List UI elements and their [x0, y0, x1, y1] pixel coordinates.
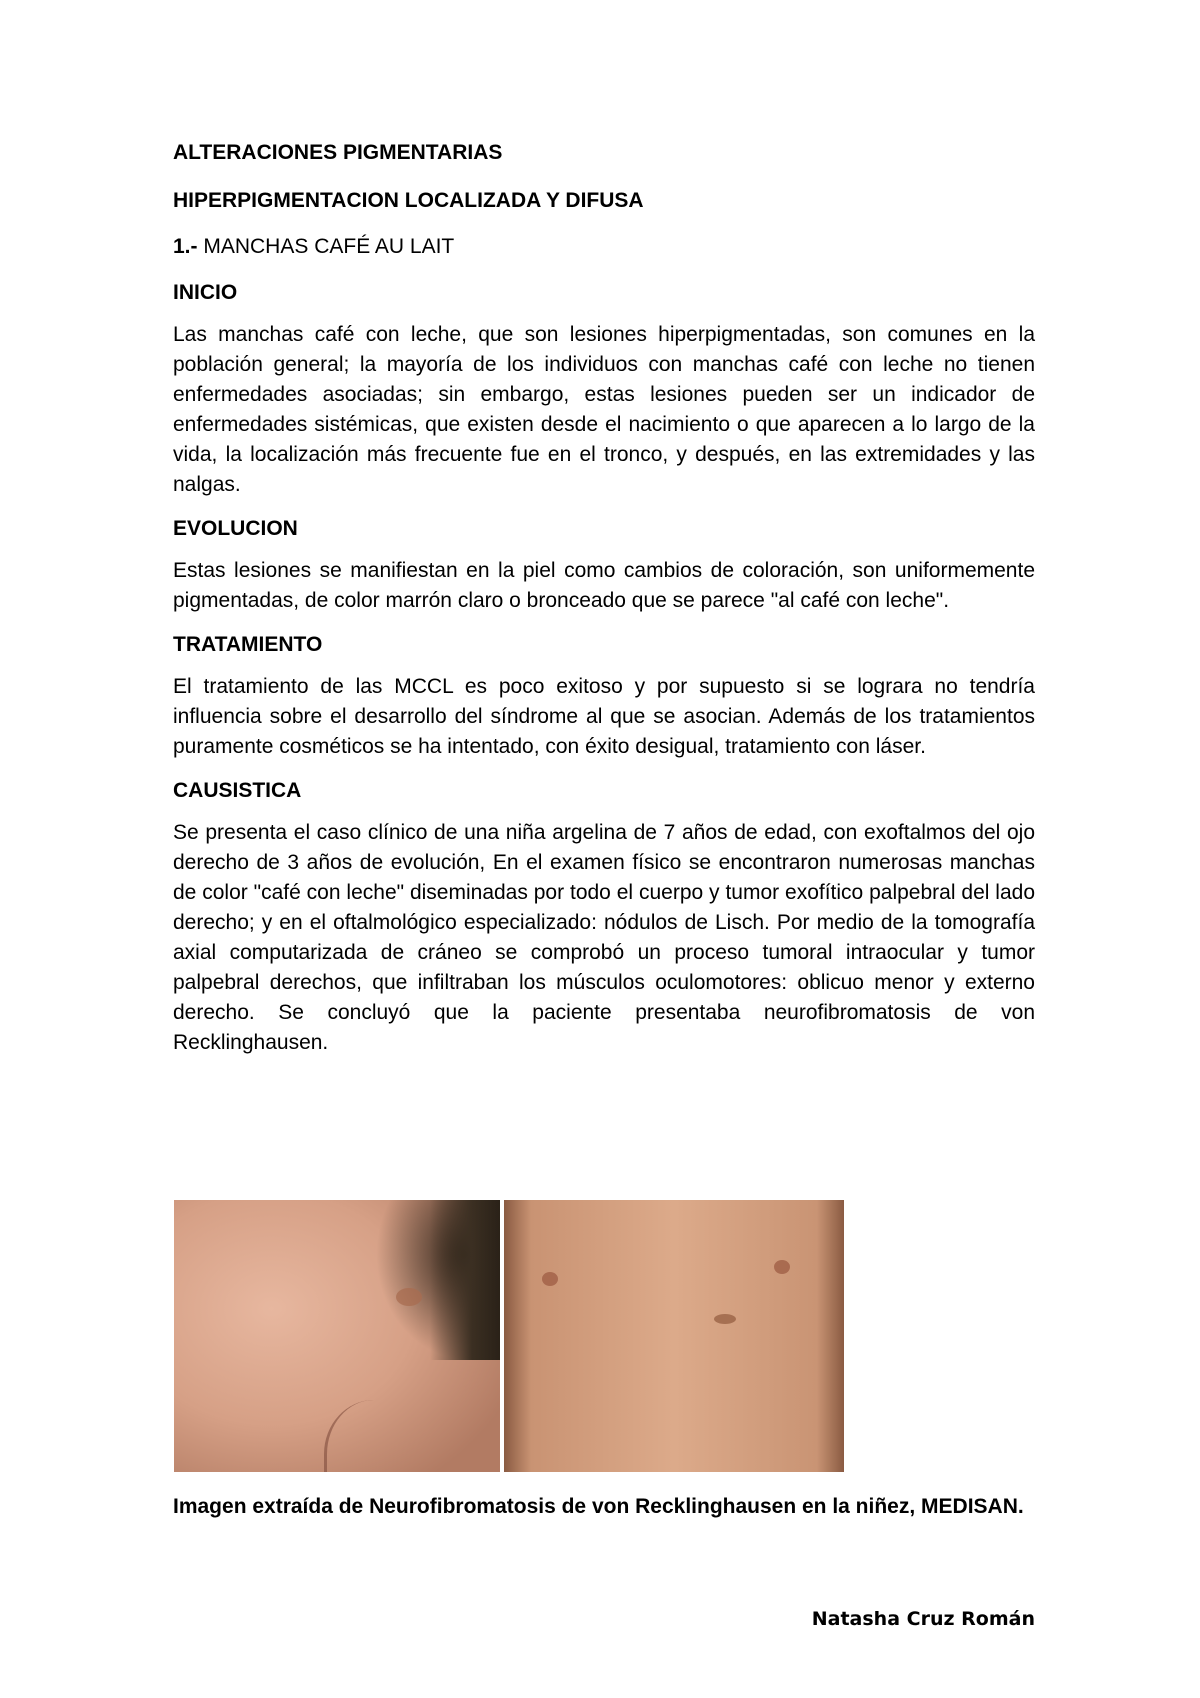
- section-heading-inicio: INICIO: [173, 281, 238, 304]
- section-heading-tratamiento: TRATAMIENTO: [173, 633, 323, 656]
- cafe-au-lait-spot: [396, 1288, 422, 1306]
- item-number: 1.-: [173, 235, 198, 258]
- photo-background-shadow: [430, 1200, 500, 1360]
- section-body-inicio: Las manchas café con leche, que son lesiones hiperpigmentadas, son comunes en la población general; la mayoría de los individuos con manchas café con leche no tienen enfermedades asociadas; sin embargo, estas lesiones pueden ser un indicador de enfermedades sistémicas, que existen desde el nacimiento o que aparecen a lo largo de la vida, la localización más frecuente fue en el tronco, y después, en las extremidades y las nalgas.: [173, 323, 1035, 496]
- nipple-right: [774, 1260, 790, 1274]
- torso-photo: [504, 1200, 844, 1472]
- section-body-tratamiento: El tratamiento de las MCCL es poco exitoso y por supuesto si se lograra no tendría influencia sobre el desarrollo del síndrome al que se asocian. Además de los tratamientos puramente cosméticos se ha intentado, con éxito desigual, tratamiento con láser.: [173, 675, 1035, 758]
- section-body-causistica: Se presenta el caso clínico de una niña argelina de 7 años de edad, con exoftalmos del ojo derecho de 3 años de evolución, En el examen físico se encontraron numerosas manchas de color "café con leche" diseminadas por todo el cuerpo y tumor exofítico palpebral del lado derecho; y en el oftalmológico especializado: nódulos de Lisch. Por medio de la tomografía axial computarizada de cráneo se comprobó un proceso tumoral intraocular y tumor palpebral derechos, que infiltraban los músculos oculomotores: oblicuo menor y externo derecho. Se concluyó que la paciente presentaba neurofibromatosis de von Recklinghausen.: [173, 821, 1035, 1054]
- armpit-fold: [324, 1400, 407, 1472]
- clinical-photo-figure: [174, 1200, 844, 1472]
- shoulder-photo: [174, 1200, 500, 1472]
- section-body-evolucion: Estas lesiones se manifiestan en la piel como cambios de coloración, son uniformemente pigmentadas, de color marrón claro o bronceado que se parece "al café con leche".: [173, 559, 1035, 612]
- nipple-left: [542, 1272, 558, 1286]
- document-body: [173, 140, 1035, 1074]
- numbered-item: [173, 234, 1035, 260]
- document-title: ALTERACIONES PIGMENTARIAS: [173, 141, 503, 164]
- author-name: Natasha Cruz Román: [811, 1608, 1035, 1630]
- section-heading-causistica: CAUSISTICA: [173, 779, 302, 802]
- item-label: MANCHAS CAFÉ AU LAIT: [197, 235, 455, 258]
- figure-caption: Imagen extraída de Neurofibromatosis de von Recklinghausen en la niñez, MEDISAN.: [173, 1495, 1024, 1518]
- document-subtitle: HIPERPIGMENTACION LOCALIZADA Y DIFUSA: [173, 189, 644, 212]
- section-heading-evolucion: EVOLUCION: [173, 517, 298, 540]
- cafe-au-lait-spot: [714, 1314, 736, 1324]
